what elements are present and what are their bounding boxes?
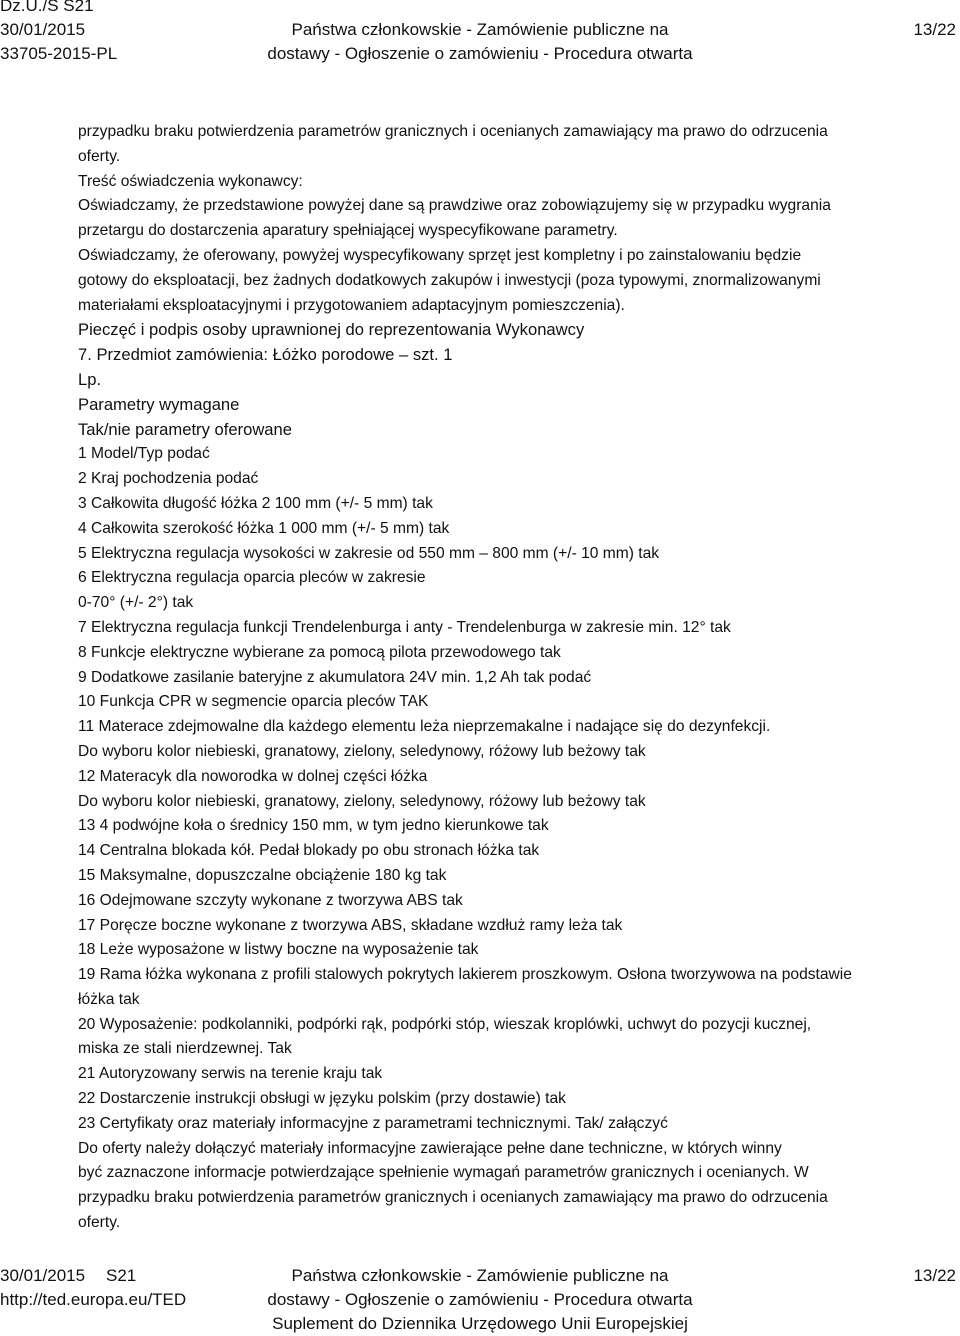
parameter-row: 17 Poręcze boczne wykonane z tworzywa ABS, składane wzdłuż ramy leża tak <box>78 916 623 934</box>
document-body <box>78 120 958 1236</box>
signature-note: Pieczęć i podpis osoby uprawnionej do reprezentowania Wykonawcy <box>78 320 585 340</box>
parameter-row: 2 Kraj pochodzenia podać <box>78 470 259 488</box>
parameter-row: 13 4 podwójne koła o średnicy 150 mm, w tym jedno kierunkowe tak <box>78 817 549 835</box>
body-line: oferty. <box>78 1214 121 1232</box>
parameter-row: 15 Maksymalne, dopuszczalne obciążenie 180 kg tak <box>78 866 447 884</box>
parameter-row: 7 Elektryczna regulacja funkcji Trendelenburga i anty - Trendelenburga w zakresie min. 12° tak <box>78 618 731 636</box>
footer-title-line1: Państwa członkowskie - Zamówienie publiczne na <box>291 1266 669 1285</box>
section-heading: 7. Przedmiot zamówienia: Łóżko porodowe – szt. 1 <box>78 345 453 365</box>
header-doc-id: 33705-2015-PL <box>0 44 118 63</box>
header-ref: Dz.U./S S21 <box>0 0 94 15</box>
parameter-row: łóżka tak <box>78 990 140 1008</box>
body-line: Oświadczamy, że przedstawione powyżej dane są prawdziwe oraz zobowiązujemy się w przypadku wygrania <box>78 197 831 215</box>
parameter-row: 19 Rama łóżka wykonana z profili stalowych pokrytych lakierem proszkowym. Osłona tworzywowa na podstawie <box>78 966 852 984</box>
parameter-row: 0-70° (+/- 2°) tak <box>78 594 194 612</box>
parameter-row: 23 Certyfikaty oraz materiały informacyjne z parametrami technicznymi. Tak/ załączyć <box>78 1114 668 1132</box>
header-page-number: 13/22 <box>913 20 956 39</box>
body-line: Treść oświadczenia wykonawcy: <box>78 172 303 190</box>
parameter-row: 3 Całkowita długość łóżka 2 100 mm (+/- 5 mm) tak <box>78 494 433 512</box>
parameter-row: 14 Centralna blokada kół. Pedał blokady po obu stronach łóżka tak <box>78 842 540 860</box>
footer-url[interactable]: http://ted.europa.eu/TED <box>0 1290 187 1309</box>
header-title-line1: Państwa członkowskie - Zamówienie publiczne na <box>291 20 669 39</box>
body-line: przetargu do dostarczenia aparatury spełniającej wyspecyfikowane parametry. <box>78 222 618 240</box>
parameter-row: Do wyboru kolor niebieski, granatowy, zielony, seledynowy, różowy lub beżowy tak <box>78 742 646 760</box>
parameter-row: 22 Dostarczenie instrukcji obsługi w języku polskim (przy dostawie) tak <box>78 1090 566 1108</box>
parameter-row: 12 Materacyk dla noworodka w dolnej części łóżka <box>78 767 428 785</box>
body-line: Oświadczamy, że oferowany, powyżej wyspecyfikowany sprzęt jest kompletny i po zainstalowaniu będzie <box>78 246 802 264</box>
body-line: Do oferty należy dołączyć materiały informacyjne zawierające pełne dane techniczne, w których winny <box>78 1139 782 1157</box>
page-footer <box>0 1264 960 1336</box>
parameter-row: 11 Materace zdejmowalne dla każdego elementu leża nieprzemakalne i nadające się do dezynfekcji. <box>78 718 771 736</box>
table-header-required: Parametry wymagane <box>78 394 240 414</box>
footer-date: 30/01/2015 <box>0 1266 86 1285</box>
body-line: oferty. <box>78 147 121 165</box>
parameter-row: 1 Model/Typ podać <box>78 445 210 463</box>
body-line: gotowy do eksploatacji, bez żadnych dodatkowych zakupów i inwestycji (poza typowymi, znormalizowanymi <box>78 271 821 289</box>
footer-title-line3: Suplement do Dziennika Urzędowego Unii Europejskiej <box>272 1314 688 1333</box>
header-date: 30/01/2015 <box>0 20 86 39</box>
body-line: przypadku braku potwierdzenia parametrów granicznych i ocenianych zamawiający ma prawo do odrzucenia <box>78 1189 828 1207</box>
page-header <box>0 0 960 66</box>
parameter-row: 10 Funkcja CPR w segmencie oparcia pleców TAK <box>78 693 429 711</box>
parameter-row: Do wyboru kolor niebieski, granatowy, zielony, seledynowy, różowy lub beżowy tak <box>78 792 646 810</box>
parameter-row: 9 Dodatkowe zasilanie bateryjne z akumulatora 24V min. 1,2 Ah tak podać <box>78 668 592 686</box>
footer-page-number: 13/22 <box>913 1266 956 1285</box>
footer-series: S21 <box>106 1266 137 1285</box>
footer-title-line2: dostawy - Ogłoszenie o zamówieniu - Procedura otwarta <box>267 1290 693 1309</box>
parameter-row: 6 Elektryczna regulacja oparcia pleców w zakresie <box>78 569 426 587</box>
parameter-row: 18 Leże wyposażone w listwy boczne na wyposażenie tak <box>78 941 479 959</box>
parameter-row: 16 Odejmowane szczyty wykonane z tworzywa ABS tak <box>78 891 463 909</box>
parameter-row: 5 Elektryczna regulacja wysokości w zakresie od 550 mm – 800 mm (+/- 10 mm) tak <box>78 544 660 562</box>
parameter-row: 20 Wyposażenie: podkolanniki, podpórki rąk, podpórki stóp, wieszak kroplówki, uchwyt do pozycji kucznej, <box>78 1015 812 1033</box>
table-header-lp: Lp. <box>78 369 102 389</box>
header-title-line2: dostawy - Ogłoszenie o zamówieniu - Procedura otwarta <box>267 44 693 63</box>
table-header-offered: Tak/nie parametry oferowane <box>78 419 292 439</box>
body-line: przypadku braku potwierdzenia parametrów granicznych i ocenianych zamawiający ma prawo do odrzucenia <box>78 123 828 140</box>
body-line: być zaznaczone informacje potwierdzające spełnienie wymagań parametrów granicznych i ocenianych. W <box>78 1164 809 1182</box>
parameter-row: 4 Całkowita szerokość łóżka 1 000 mm (+/- 5 mm) tak <box>78 519 450 537</box>
body-line: materiałami eksploatacyjnymi i przygotowaniem adaptacyjnym pomieszczenia). <box>78 296 625 314</box>
parameter-row: miska ze stali nierdzewnej. Tak <box>78 1040 292 1058</box>
parameter-row: 21 Autoryzowany serwis na terenie kraju tak <box>78 1065 383 1083</box>
parameter-row: 8 Funkcje elektryczne wybierane za pomocą pilota przewodowego tak <box>78 643 561 661</box>
